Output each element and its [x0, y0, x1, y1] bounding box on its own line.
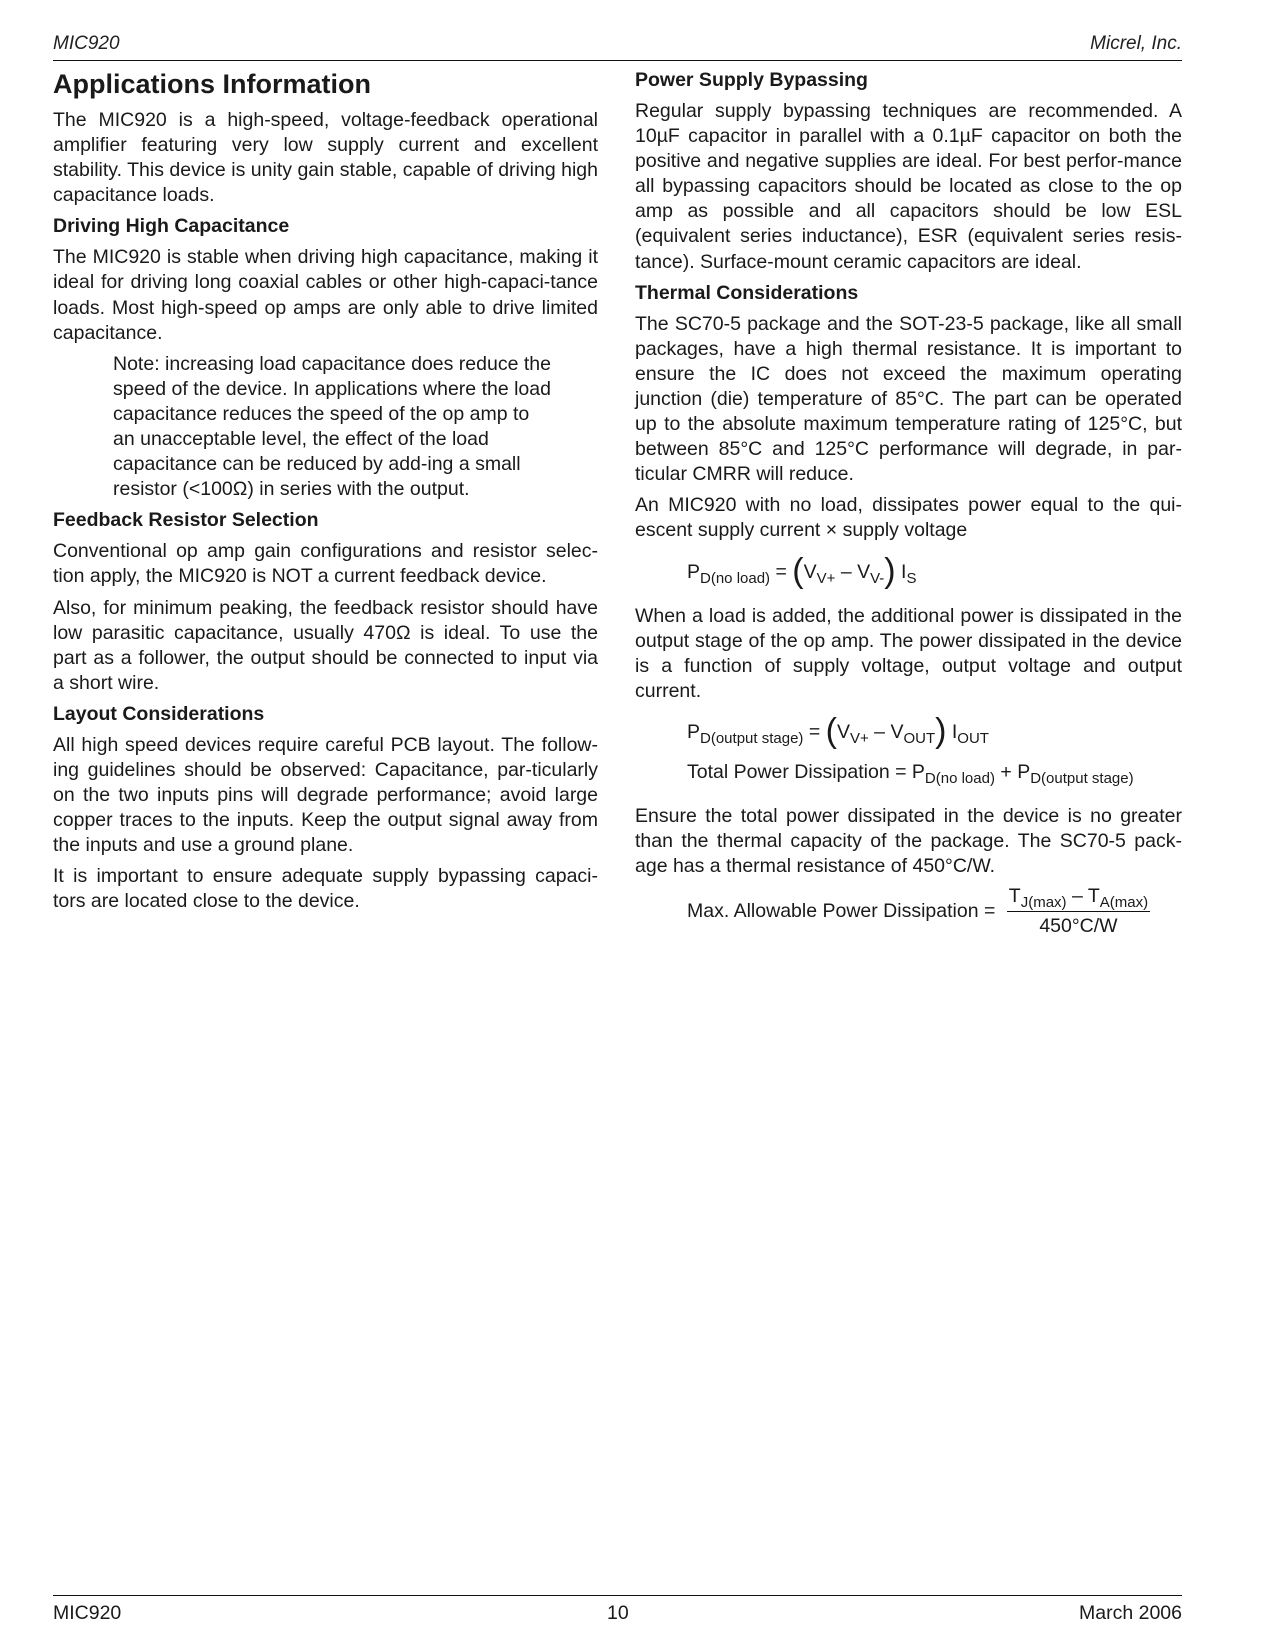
heading-power-supply-bypassing: Power Supply Bypassing: [635, 69, 868, 91]
header-rule: [53, 60, 1182, 61]
footer-rule: [53, 1595, 1182, 1596]
feedback-paragraph-1: Conventional op amp gain configurations and resistor selec-tion apply, the MIC920 is NOT a current feedback device.: [53, 540, 598, 588]
footer-doc-name: MIC920: [53, 1602, 122, 1624]
layout-paragraph-1: All high speed devices require careful PCB layout. The follow-ing guidelines should be observed: Capacitance, par-ticularly on the two inputs pins will degrade performance; avoid large copper traces to the inputs. Keep the output signal away from the inputs and use a ground plane.: [53, 733, 598, 857]
equation-output-stage-power: $P_{D(output stage)} = (V_{V+} - V_{OUT})$ $I_{OUT}$: [687, 712, 989, 751]
heading-feedback-resistor: Feedback Resistor Selection: [53, 509, 319, 532]
equation-total-power: Total Power Dissipation = $P_{D(no load)} + P_{D(output stage)}$: [687, 761, 1134, 788]
driving-paragraph: The MIC920 is stable when driving high capacitance, making it ideal for driving long coaxial cables or other high-capaci-tance loads. Most high-speed op amps are only able to drive limited capacitance.: [53, 246, 598, 344]
feedback-paragraph-2: Also, for minimum peaking, the feedback resistor should have low parasitic capacitance, usually 470Ω is ideal. To use the part as a follower, the output should be connected to input via a short wire.: [53, 596, 598, 694]
left-column: [53, 66, 598, 921]
layout-paragraph-2: It is important to ensure adequate supply bypassing capaci-tors are located close to the device.: [53, 865, 598, 913]
equation-max-power: Max. Allowable Power Dissipation = $\frac{T_{J(max)} - T_{A(max)}}{450^\circ C/W}$: [687, 885, 1149, 938]
header-company: Micrel, Inc.: [1090, 33, 1182, 54]
thermal-paragraph-2: An MIC920 with no load, dissipates power equal to the qui-escent supply current × supply voltage: [635, 494, 1182, 542]
header-doc-name: MIC920: [53, 33, 120, 54]
note-paragraph: Note: increasing load capacitance does reduce the speed of the device. In applications where the load capacitance reduces the speed of the op amp to an unacceptable level, the effect of the load capacitance can be reduced by add-ing a small resistor (<100Ω) in series with the output.: [113, 352, 551, 501]
page-title: Applications Information: [53, 69, 372, 99]
footer-date: March 2006: [1079, 1602, 1182, 1624]
fraction: $\frac{T_{J(max)} - T_{A(max)}}{450^\circ C/W}$: [1008, 885, 1149, 938]
heading-layout-considerations: Layout Considerations: [53, 702, 265, 725]
heading-thermal-considerations: Thermal Considerations: [635, 281, 859, 304]
ensure-paragraph: Ensure the total power dissipated in the device is no greater than the thermal capacity of the package. The SC70-5 pack-age has a thermal resistance of 450°C/W.: [635, 804, 1182, 878]
right-column: [635, 66, 1182, 938]
heading-driving-high-capacitance: Driving High Capacitance: [53, 215, 290, 238]
load-paragraph: When a load is added, the additional power is dissipated in the output stage of the op amp. The power dissipated in the device is a function of supply voltage, output voltage and output current.: [635, 604, 1182, 702]
bypass-paragraph: Regular supply bypassing techniques are recommended. A 10µF capacitor in parallel with a 0.1µF capacitor on both the positive and negative supplies are ideal. For best perfor-mance all bypassing capacitors should be located as close to the op amp as possible and all capacitors should be low ESL (equivalent series inductance), ESR (equivalent series resis-tance). Surface-mount ceramic capacitors are ideal.: [635, 100, 1182, 273]
intro-paragraph: The MIC920 is a high-speed, voltage-feedback operational amplifier featuring very low supply current and excellent stability. This device is unity gain stable, capable of driving high capacitance loads.: [53, 109, 598, 207]
thermal-paragraph-1: The SC70-5 package and the SOT-23-5 package, like all small packages, have a high thermal resistance. It is important to ensure the IC does not exceed the maximum operating junction (die) temperature of 85°C. The part can be operated up to the absolute maximum temperature rating of 125°C, but between 85°C and 125°C performance will degrade, in par-ticular CMRR will reduce.: [635, 312, 1182, 486]
page-number: 10: [607, 1602, 629, 1624]
equation-no-load-power: $P_{D(no load)} = (V_{V+} - V_{V-})$ $I_S$: [687, 552, 917, 590]
